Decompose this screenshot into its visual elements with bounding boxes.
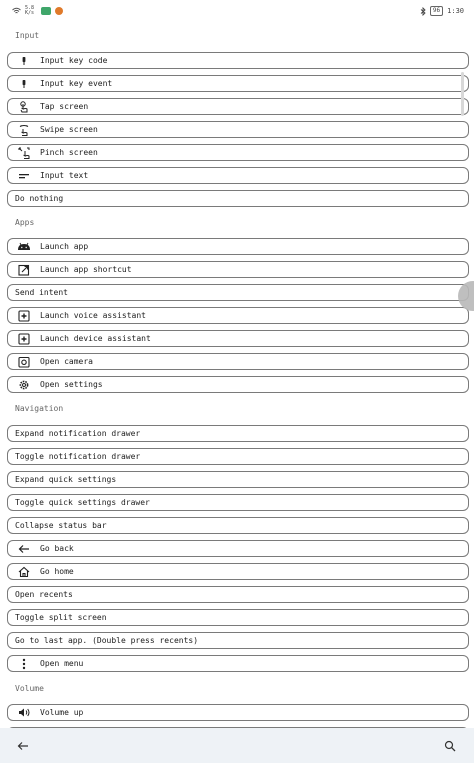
more-vert-icon bbox=[8, 658, 40, 670]
item-label: Go back bbox=[40, 544, 74, 553]
tap-icon bbox=[8, 101, 40, 113]
item-label: Expand notification drawer bbox=[15, 429, 141, 438]
bluetooth-icon bbox=[420, 7, 426, 16]
list-item-go-back[interactable] bbox=[7, 540, 469, 557]
item-label: Open camera bbox=[40, 357, 93, 366]
app-notification-icon bbox=[41, 7, 51, 15]
item-label: Launch device assistant bbox=[40, 334, 151, 343]
list-item-open-menu[interactable] bbox=[7, 655, 469, 672]
home-icon bbox=[8, 566, 40, 578]
list-item-input-text[interactable] bbox=[7, 167, 469, 184]
item-label: Tap screen bbox=[40, 102, 89, 111]
key-pin-icon bbox=[8, 56, 40, 66]
list-item-expand-notification-drawer[interactable] bbox=[7, 425, 469, 442]
list-item-input-key-event[interactable] bbox=[7, 75, 469, 92]
list-item-swipe-screen[interactable] bbox=[7, 121, 469, 138]
list-item-volume-up[interactable] bbox=[7, 704, 469, 721]
list-item-toggle-notification-drawer[interactable] bbox=[7, 448, 469, 465]
section-header-navigation: Navigation bbox=[15, 404, 64, 413]
search-icon[interactable] bbox=[441, 737, 459, 755]
assistant-icon bbox=[8, 310, 40, 322]
action-list[interactable] bbox=[0, 24, 474, 728]
wifi-icon bbox=[12, 7, 21, 15]
back-arrow-icon[interactable] bbox=[14, 737, 32, 755]
scrollbar[interactable] bbox=[461, 72, 464, 116]
item-label: Open menu bbox=[40, 659, 84, 668]
clock: 1:30 bbox=[447, 7, 464, 15]
back-arrow-icon bbox=[8, 544, 40, 554]
text-lines-icon bbox=[8, 172, 40, 180]
bottom-app-bar bbox=[0, 728, 474, 763]
section-header-input: Input bbox=[15, 31, 40, 40]
shortcut-icon bbox=[8, 264, 40, 276]
section-header-apps: Apps bbox=[15, 218, 35, 227]
item-label: Swipe screen bbox=[40, 125, 98, 134]
list-item-go-home[interactable] bbox=[7, 563, 469, 580]
list-item-launch-app[interactable] bbox=[7, 238, 469, 255]
status-bar-right bbox=[420, 6, 464, 16]
item-label: Pinch screen bbox=[40, 148, 98, 157]
list-item-launch-app-shortcut[interactable] bbox=[7, 261, 469, 278]
app-notification-icon-2 bbox=[55, 7, 63, 15]
list-item-expand-quick-settings[interactable] bbox=[7, 471, 469, 488]
status-bar-left bbox=[12, 6, 63, 16]
item-label: Send intent bbox=[15, 288, 68, 297]
list-item-do-nothing[interactable] bbox=[7, 190, 469, 207]
item-label: Do nothing bbox=[15, 194, 64, 203]
item-label: Launch app bbox=[40, 242, 89, 251]
item-label: Launch voice assistant bbox=[40, 311, 146, 320]
item-label: Toggle quick settings drawer bbox=[15, 498, 150, 507]
list-item-collapse-status-bar[interactable] bbox=[7, 517, 469, 534]
camera-icon bbox=[8, 356, 40, 368]
key-pin-icon bbox=[8, 79, 40, 89]
item-label: Volume up bbox=[40, 708, 84, 717]
list-item-open-camera[interactable] bbox=[7, 353, 469, 370]
item-label: Input key event bbox=[40, 79, 113, 88]
android-icon bbox=[8, 242, 40, 251]
item-label: Go to last app. (Double press recents) bbox=[15, 636, 199, 645]
list-item-launch-voice-assistant[interactable] bbox=[7, 307, 469, 324]
list-item-launch-device-assistant[interactable] bbox=[7, 330, 469, 347]
assistant-icon bbox=[8, 333, 40, 345]
list-item-send-intent[interactable] bbox=[7, 284, 469, 301]
list-item-toggle-split-screen[interactable] bbox=[7, 609, 469, 626]
section-header-volume: Volume bbox=[15, 684, 44, 693]
volume-up-icon bbox=[8, 707, 40, 718]
list-item-tap-screen[interactable] bbox=[7, 98, 469, 115]
list-item-open-recents[interactable] bbox=[7, 586, 469, 603]
list-item-open-settings[interactable] bbox=[7, 376, 469, 393]
item-label: Open settings bbox=[40, 380, 103, 389]
battery-indicator: 96 bbox=[430, 6, 443, 16]
item-label: Go home bbox=[40, 567, 74, 576]
pinch-icon bbox=[8, 147, 40, 159]
list-item-toggle-quick-settings-drawer[interactable] bbox=[7, 494, 469, 511]
swipe-icon bbox=[8, 124, 40, 136]
item-label: Launch app shortcut bbox=[40, 265, 132, 274]
list-item-input-key-code[interactable] bbox=[7, 52, 469, 69]
item-label: Toggle notification drawer bbox=[15, 452, 141, 461]
item-label: Toggle split screen bbox=[15, 613, 107, 622]
item-label: Input text bbox=[40, 171, 89, 180]
item-label: Input key code bbox=[40, 56, 108, 65]
network-speed: 5.8 K/s bbox=[25, 5, 35, 16]
item-label: Expand quick settings bbox=[15, 475, 117, 484]
list-item-pinch-screen[interactable] bbox=[7, 144, 469, 161]
settings-icon bbox=[8, 379, 40, 391]
list-item-go-to-last-app[interactable] bbox=[7, 632, 469, 649]
item-label: Collapse status bar bbox=[15, 521, 107, 530]
item-label: Open recents bbox=[15, 590, 73, 599]
status-bar bbox=[0, 0, 474, 22]
